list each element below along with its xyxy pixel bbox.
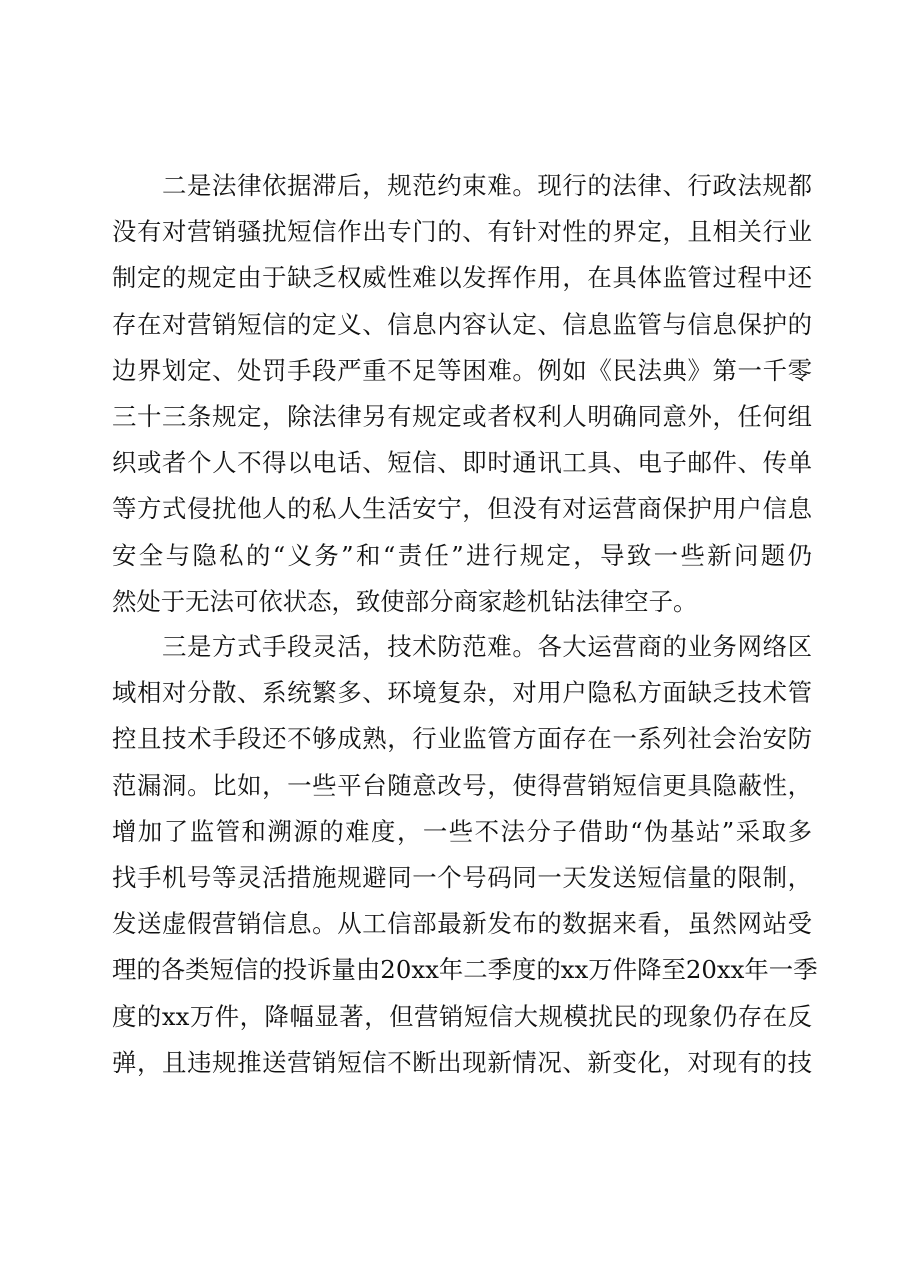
text-line: 存在对营销短信的定义、信息内容认定、信息监管与信息保护的 — [112, 309, 812, 339]
paragraph-legal-basis — [112, 163, 812, 625]
text-line: 制定的规定由于缺乏权威性难以发挥作用，在具体监管过程中还 — [112, 263, 812, 293]
text-line: 安全与隐私的“义务”和“责任”进行规定，导致一些新问题仍 — [112, 540, 812, 570]
text-line: 找手机号等灵活措施规避同一个号码同一天发送短信量的限制， — [112, 862, 812, 892]
text-line: 理的各类短信的投诉量由20xx年二季度的xx万件降至20xx年一季 — [112, 955, 818, 985]
text-line: 弹，且违规推送营销短信不断出现新情况、新变化，对现有的技 — [112, 1047, 812, 1077]
text-line: 然处于无法可依状态，致使部分商家趁机钻法律空子。 — [112, 586, 698, 616]
text-line: 发送虚假营销信息。从工信部最新发布的数据来看，虽然网站受 — [112, 909, 812, 939]
text-line: 范漏洞。比如，一些平台随意改号，使得营销短信更具隐蔽性， — [112, 770, 812, 800]
paragraph-technical-prevention — [112, 624, 818, 1086]
text-line: 域相对分散、系统繁多、环境复杂，对用户隐私方面缺乏技术管 — [112, 678, 812, 708]
text-line: 控且技术手段还不够成熟，行业监管方面存在一系列社会治安防 — [112, 724, 812, 754]
text-line: 增加了监管和溯源的难度，一些不法分子借助“伪基站”采取多 — [112, 816, 812, 846]
text-line: 三是方式手段灵活，技术防范难。各大运营商的业务网络区 — [162, 632, 812, 661]
text-line: 没有对营销骚扰短信作出专门的、有针对性的界定，且相关行业 — [112, 217, 812, 247]
text-line: 三十三条规定，除法律另有规定或者权利人明确同意外，任何组 — [112, 401, 812, 431]
text-line: 等方式侵扰他人的私人生活安宁，但没有对运营商保护用户信息 — [112, 494, 812, 524]
text-line: 二是法律依据滞后，规范约束难。现行的法律、行政法规都 — [162, 171, 812, 200]
text-line: 度的xx万件，降幅显著，但营销短信大规模扰民的现象仍存在反 — [112, 1001, 812, 1031]
text-line: 织或者个人不得以电话、短信、即时通讯工具、电子邮件、传单 — [112, 448, 812, 478]
text-line: 边界划定、处罚手段严重不足等困难。例如《民法典》第一千零 — [112, 355, 812, 385]
